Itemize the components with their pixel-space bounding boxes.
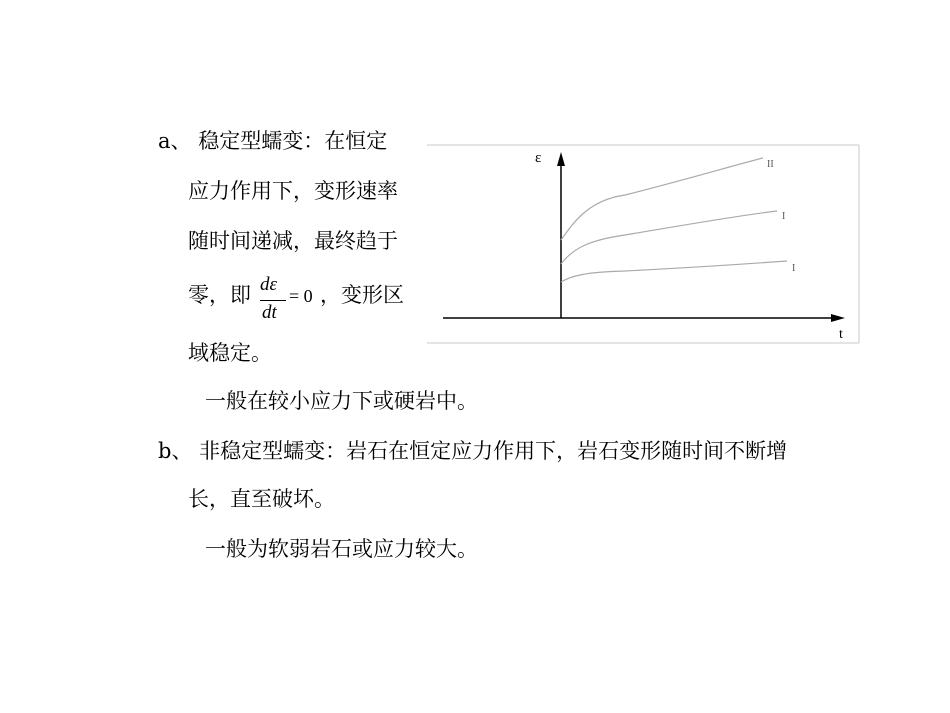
paragraph-a-line-4-suffix: ，变形区	[320, 283, 404, 307]
curve-i-lower	[561, 261, 787, 282]
curve-label-i-middle: I	[782, 211, 786, 222]
paragraph-b-line-1: b、 非稳定型蠕变：岩石在恒定应力作用下，岩石变形随时间不断增	[158, 439, 788, 463]
paragraph-b-line-2: 长，直至破坏。	[188, 487, 335, 511]
fraction-numerator: dε	[260, 274, 277, 295]
curve-label-ii: II	[767, 159, 774, 170]
curve-ii	[561, 158, 763, 240]
derivative-fraction	[252, 272, 292, 328]
y-axis-arrow	[557, 152, 565, 166]
curve-label-i-lower: I	[792, 263, 796, 274]
fraction-denominator: dt	[262, 302, 277, 323]
paragraph-a-line-4-prefix: 零，即	[188, 283, 251, 307]
paragraph-b-note: 一般为软弱岩石或应力较大。	[205, 537, 478, 561]
paragraph-a-line-1: a、 稳定型蠕变：在恒定	[158, 129, 388, 153]
x-axis-label: t	[839, 327, 843, 342]
paragraph-a-line-5: 域稳定。	[188, 341, 272, 365]
x-axis-arrow	[831, 314, 845, 322]
fraction-bar	[260, 300, 286, 301]
y-axis-label: ε	[535, 150, 542, 166]
paragraph-a-line-2: 应力作用下，变形速率	[188, 179, 398, 203]
curve-i-middle	[561, 211, 777, 264]
paragraph-a-line-3: 随时间递减，最终趋于	[188, 229, 398, 253]
paragraph-a-note: 一般在较小应力下或硬岩中。	[205, 389, 478, 413]
equals-zero: = 0	[289, 286, 313, 306]
creep-curve-diagram	[425, 140, 863, 346]
